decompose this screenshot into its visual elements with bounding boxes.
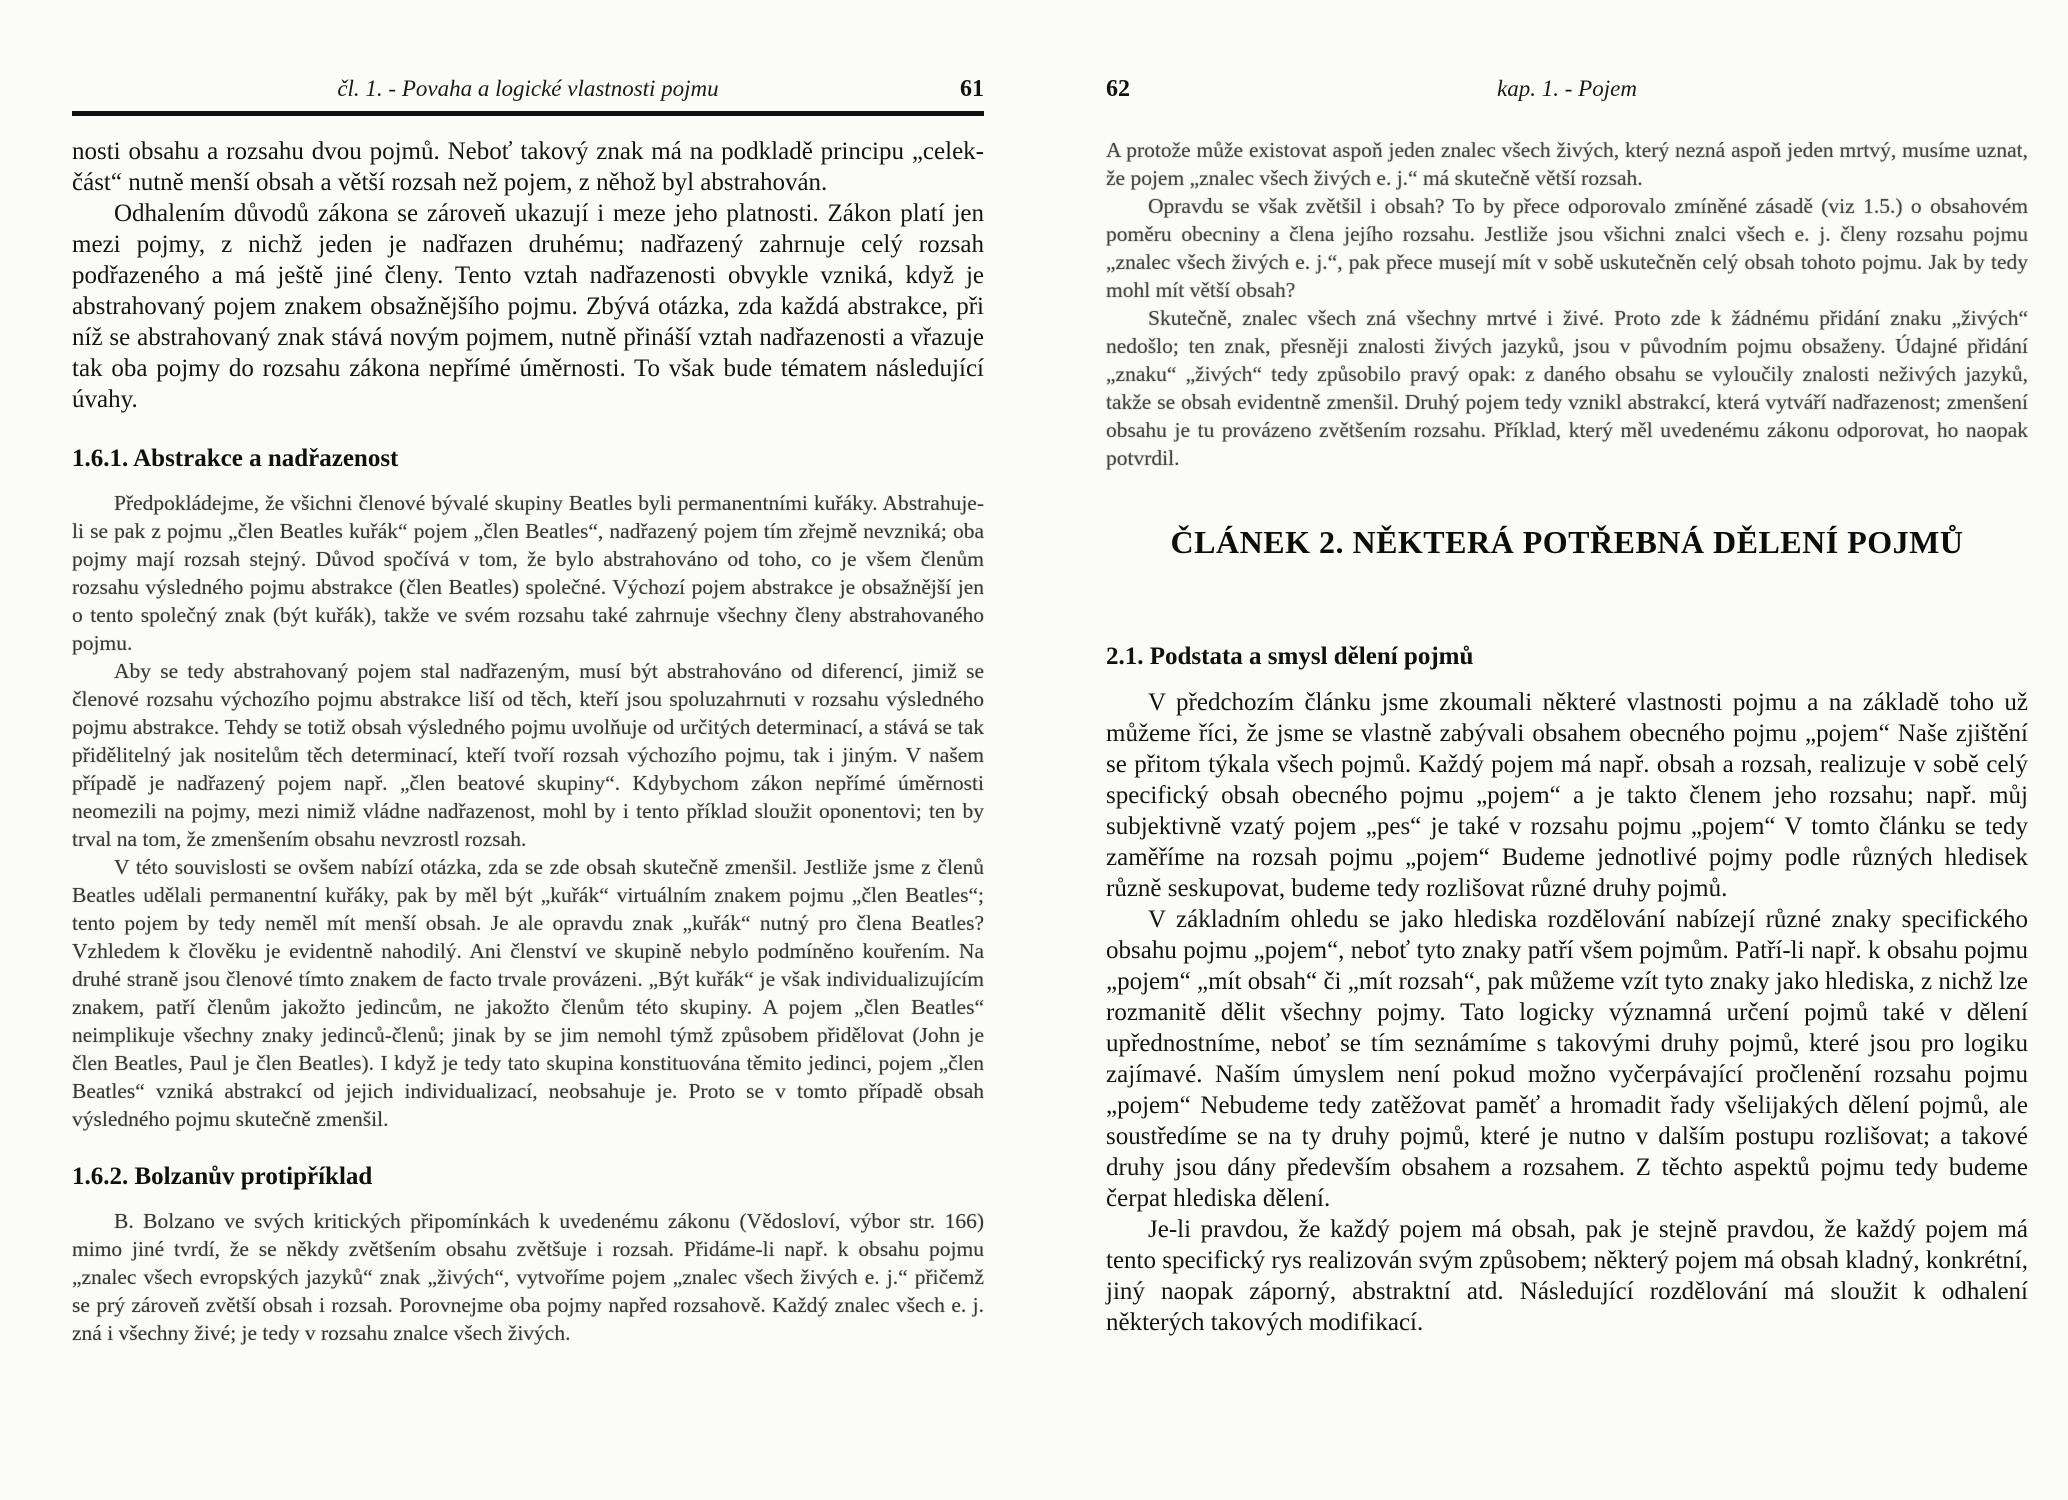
section-heading-2-1: 2.1. Podstata a smysl dělení pojmů bbox=[1106, 643, 1474, 670]
page-number-right: 62 bbox=[1106, 76, 1130, 102]
paragraph: Opravdu se však zvětšil i obsah? To by přece odporovalo zmíněné zásadě (viz 1.5.) o obsahovém poměru obecniny a člena jejího rozsahu. Jestliže jsou všichni znalci všech e. j. členy rozsahu pojmu „znalec všech živých e. j.“, pak přece musejí mít v sobě uskutečněn celý obsah tohoto pojmu. Jak by tedy mohl mít větší obsah? bbox=[1106, 194, 2028, 302]
paragraph: Předpokládejme, že všichni členové bývalé skupiny Beatles byli permanentními kuřáky. Abstrahuje-li se pak z pojmu „člen Beatles kuřák“ pojem „člen Beatles“, nadřazený pojem tím zřejmě nevzniká; oba pojmy mají rozsah stejný. Důvod spočívá v tom, že bylo abstrahováno od toho, co je všem členům rozsahu výsledného pojmu abstrakce (člen Beatles) společné. Výchozí pojem abstrakce je obsažnější jen o tento společný znak (být kuřák), takže ve svém rozsahu také zahrnuje všechny členy abstrahovaného pojmu. bbox=[72, 491, 984, 655]
paragraph: B. Bolzano ve svých kritických připomínkách k uvedenému zákonu (Vědosloví, výbor str. 166) mimo jiné tvrdí, že se někdy zvětšením obsahu zvětšuje i rozsah. Přidáme-li např. k obsahu pojmu „znalec všech evropských jazyků“ znak „živých“, vytvoříme pojem „znalec všech živých e. j.“ přičemž se prý zároveň zvětší obsah i rozsah. Porovnejme oba pojmy napřed rozsahově. Každý znalec všech e. j. zná i všechny živé; je tedy v rozsahu znalce všech živých. bbox=[72, 1209, 984, 1345]
header-rule bbox=[72, 111, 984, 116]
running-header-left bbox=[72, 75, 984, 103]
running-title-right: kap. 1. - Pojem bbox=[1497, 76, 1637, 101]
page-right bbox=[1106, 75, 2028, 1338]
paragraph: Je-li pravdou, že každý pojem má obsah, pak je stejně pravdou, že každý pojem má tento specifický rys realizován svým způsobem; některý pojem má obsah kladný, konkrétní, jiný naopak záporný, abstraktní atd. Následující rozdělování má sloužit k odhalení některých takových modifikací. bbox=[1106, 1216, 2028, 1336]
paragraph: V základním ohledu se jako hlediska rozdělování nabízejí různé znaky specifického obsahu pojmu „pojem“, neboť tyto znaky patří všem pojmům. Patří-li např. k obsahu pojmu „pojem“ „mít obsah“ či „mít rozsah“, pak můžeme vzít tyto znaky jako hlediska, z nichž lze rozmanitě dělit všechny pojmy. Tato logicky významná určení pojmů také v dělení upřednostníme, neboť se tím seznámíme s takovými druhy pojmů, které jsou pro logiku zajímavé. Naším úmyslem není pokud možno vyčerpávající pročlenění rozsahu pojmu „pojem“ Nebudeme tedy zatěžovat paměť a hromadit řady všelijakých dělení pojmů, ale soustředíme se na ty druhy pojmů, které je nutno v dalším postupu rozlišovat; a takové druhy jsou dány především obsahem a rozsahem. Z těchto aspektů pojmu tedy budeme čerpat hlediska dělení. bbox=[1106, 906, 2028, 1212]
running-header-right bbox=[1106, 75, 2028, 103]
section-heading-1-6-1: 1.6.1. Abstrakce a nadřazenost bbox=[72, 445, 399, 472]
paragraph: V předchozím článku jsme zkoumali některé vlastnosti pojmu a na základě toho už můžeme říci, že jsme se vlastně zabývali obsahem obecného pojmu „pojem“ Naše zjištění se přitom týkala všech pojmů. Každý pojem má např. obsah a rozsah, realizuje v sobě celý specifický obsah obecného pojmu „pojem“ a je takto členem jeho rozsahu; např. můj subjektivně vzatý pojem „pes“ je také v rozsahu pojmu „pojem“ V tomto článku se tedy zaměříme na rozsah pojmu „pojem“ Budeme jednotlivé pojmy podle různých hledisek různě seskupovat, budeme tedy rozlišovat různé druhy pojmů. bbox=[1106, 689, 2028, 902]
paragraph: Aby se tedy abstrahovaný pojem stal nadřazeným, musí být abstrahováno od diferencí, jimiž se členové rozsahu výchozího pojmu abstrakce liší od těch, kteří jsou spoluzahrnuti v rozsahu výsledného pojmu abstrakce. Tehdy se totiž obsah výsledného pojmu uvolňuje od určitých determinací, a stává se tak přidělitelný jak nositelům těch determinací, kteří tvoří rozsah výchozího pojmu, tak i jiným. V našem případě je nadřazený pojem např. „člen beatové skupiny“. Kdybychom zákon nepřímé úměrnosti neomezili na pojmy, mezi nimiž vládne nadřazenost, mohl by i tento příklad sloužit oponentovi; ten by trval na tom, že zmenšením obsahu nevzrostl rozsah. bbox=[72, 659, 984, 851]
page-left bbox=[72, 75, 984, 1347]
paragraph: Odhalením důvodů zákona se zároveň ukazují i meze jeho platnosti. Zákon platí jen mezi pojmy, z nichž jeden je nadřazen druhému; nadřazený zahrnuje celý rozsah podřazeného a má ještě jiné členy. Tento vztah nadřazenosti obvykle vzniká, když je abstrahovaný pojem znakem obsažnějšího pojmu. Zbývá otázka, zda každá abstrakce, při níž se abstrahovaný znak stává novým pojmem, nutně přináší vztah nadřazenosti a vřazuje tak oba pojmy do rozsahu zákona nepřímé úměrnosti. To však bude tématem následující úvahy. bbox=[72, 200, 984, 413]
section-heading-1-6-2: 1.6.2. Bolzanův protipříklad bbox=[72, 1163, 373, 1190]
paragraph: nosti obsahu a rozsahu dvou pojmů. Neboť takový znak má na podkladě principu „celek-část“ nutně menší obsah a větší rozsah než pojem, z něhož byl abstrahován. bbox=[72, 138, 984, 196]
paragraph: V této souvislosti se ovšem nabízí otázka, zda se zde obsah skutečně zmenšil. Jestliže jsme z členů Beatles udělali permanentní kuřáky, pak by měl být „kuřák“ virtuálním znakem pojmu „člen Beatles“; tento pojem by tedy neměl mít menší obsah. Je ale opravdu znak „kuřák“ nutný pro člena Beatles? Vzhledem k člověku je evidentně nahodilý. Ani členství ve skupině nebylo podmíněno kouřením. Na druhé straně jsou členové tímto znakem de facto trvale provázeni. „Být kuřák“ je však individualizujícím znakem, patří členům jakožto jedincům, ne jakožto členům této skupiny. A pojem „člen Beatles“ neimplikuje všechny znaky jedinců-členů; jinak by se jim nemohl týmž způsobem přidělovat (John je člen Beatles, Paul je člen Beatles). I když je tedy tato skupina konstituována těmito jedinci, pojem „člen Beatles“ vzniká abstrakcí od jejich individualizací, neobsahuje je. Proto se v tomto případě obsah výsledného pojmu skutečně zmenšil. bbox=[72, 855, 984, 1131]
paragraph: Skutečně, znalec všech zná všechny mrtvé i živé. Proto zde k žádnému přidání znaku „živých“ nedošlo; ten znak, přesněji znalosti živých jazyků, jsou v původním pojmu obsaženy. Údajné přidání „znaku“ „živých“ tedy způsobilo pravý opak: z daného obsahu se vyloučily znalosti neživých jazyků, takže se obsah evidentně zmenšil. Druhý pojem tedy vznikl abstrakcí, která vytváří nadřazenost; zmenšení obsahu je tu provázeno zvětšením rozsahu. Příklad, který měl uvedenému zákonu odporovat, ho naopak potvrdil. bbox=[1106, 306, 2028, 470]
page-number-left: 61 bbox=[960, 76, 984, 102]
paragraph: A protože může existovat aspoň jeden znalec všech živých, který nezná aspoň jeden mrtvý, musíme uznat, že pojem „znalec všech živých e. j.“ má skutečně větší rozsah. bbox=[1106, 138, 2028, 190]
chapter-heading: ČLÁNEK 2. NĚKTERÁ POTŘEBNÁ DĚLENÍ POJMŮ bbox=[1170, 524, 1964, 560]
running-title-left: čl. 1. - Povaha a logické vlastnosti pojmu bbox=[337, 76, 719, 101]
